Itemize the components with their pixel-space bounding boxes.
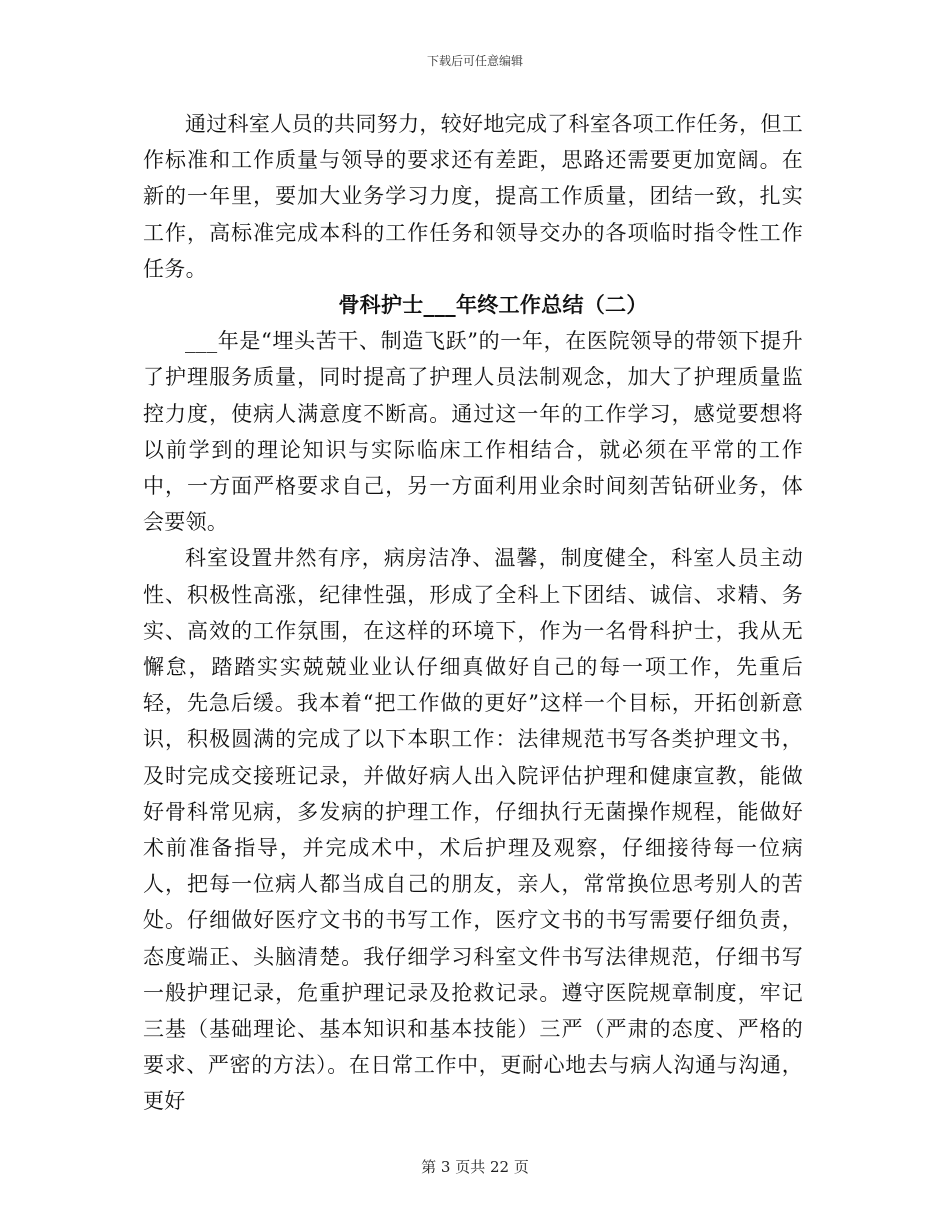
- page-number: 第 3 页共 22 页: [421, 1158, 529, 1176]
- section-title: 骨科护士___年终工作总结（二）: [338, 293, 648, 318]
- paragraph-3: 科室设置井然有序，病房洁净、温馨，制度健全，科室人员主动性、积极性高涨，纪律性强，形成了全科上下团结、诚信、求精、务实、高效的工作氛围，在这样的环境下，作为一名骨科护士，我从无懈怠，踏踏实实兢兢业业认仔细真做好自己的每一项工作，先重后轻，先急后缓。我本着“把工作做的更好”这样一个目标，开拓创新意识，积极圆满的完成了以下本职工作：法律规范书写各类护理文书，及时完成交接班记录，并做好病人出入院评估护理和健康宣教，能做好骨科常见病，多发病的护理工作，仔细执行无菌操作规程，能做好术前准备指导，并完成术中，术后护理及观察，仔细接待每一位病人，把每一位病人都当成自己的朋友，亲人，常常换位思考别人的苦处。仔细做好医疗文书的书写工作，医疗文书的书写需要仔细负责，态度端正、头脑清楚。我仔细学习科室文件书写法律规范，仔细书写一般护理记录，危重护理记录及抢救记录。遵守医院规章制度，牢记三基（基础理论、基本知识和基本技能）三严（严肃的态度、严格的要求、严密的方法）。在日常工作中，更耐心地去与病人沟通与沟通，更好: [143, 546, 803, 1114]
- paragraph-1: 通过科室人员的共同努力，较好地完成了科室各项工作任务，但工作标准和工作质量与领导的要求还有差距，思路还需要更加宽阔。在新的一年里，要加大业务学习力度，提高工作质量，团结一致，扎实工作，高标准完成本科的工作任务和领导交办的各项临时指令性工作任务。: [143, 112, 803, 281]
- document-body: [143, 106, 803, 1120]
- page-header: 下载后可任意编辑: [426, 54, 523, 68]
- paragraph-2: ___年是“埋头苦干、制造飞跃”的一年，在医院领导的带领下提升了护理服务质量，同时提高了护理人员法制观念，加大了护理质量监控力度，使病人满意度不断高。通过这一年的工作学习，感觉要想将以前学到的理论知识与实际临床工作相结合，就必须在平常的工作中，一方面严格要求自己，另一方面利用业余时间刻苦钻研业务，体会要领。: [143, 329, 803, 535]
